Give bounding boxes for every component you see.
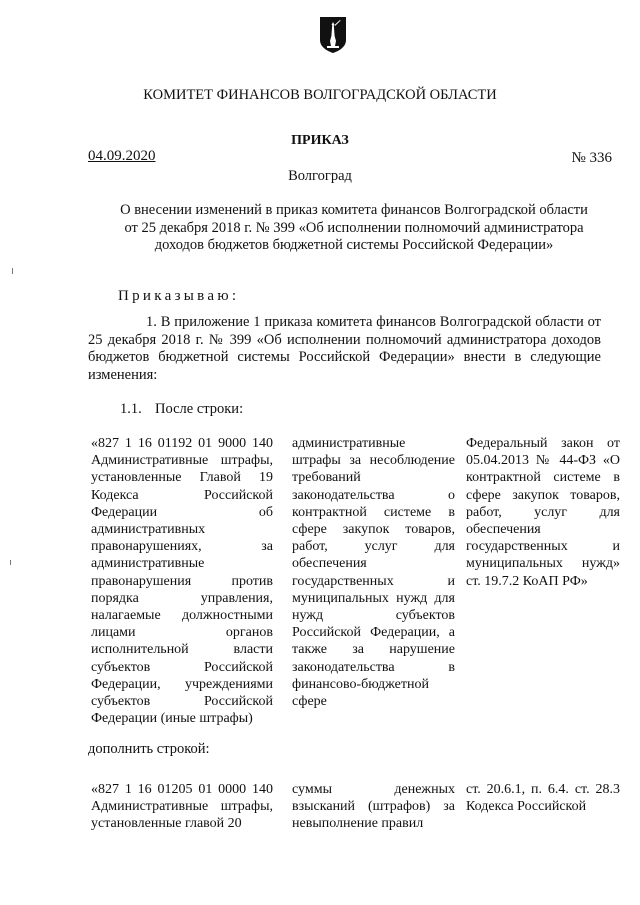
paragraph-1-1 — [120, 401, 243, 418]
table1-description-column: административные штрафы за несоблюдение требований законодательства о контрактной системе в сфере закупок товаров, работ, услуг для обеспечения государственных и муниципальных нужд для нужд субъектов Российской Федерации, а также за нарушение законодательства в финансово-бюджетной сфере — [292, 436, 455, 710]
paragraph-1-1-number: 1.1. — [120, 401, 142, 417]
paragraph-1-1-text: После строки: — [155, 401, 244, 417]
paragraph-1: 1. В приложение 1 приказа комитета финансов Волгоградской области от 25 декабря 2018 г. № 399 «Об исполнении полномочий администратора доходов бюджетов бюджетной системы Российской Федерации» внести в следующие изменения: — [88, 314, 601, 383]
table1-basis-column: Федеральный закон от 05.04.2013 № 44-ФЗ «О контрактной системе в сфере закупок товаров, работ, услуг для обеспечения государственных и муниципальных нужд» ст. 19.7.2 КоАП РФ» — [466, 436, 620, 589]
scan-mark — [10, 560, 11, 565]
table2-basis-column: ст. 20.6.1, п. 6.4. ст. 28.3 Кодекса Российской — [466, 782, 620, 815]
scan-mark — [12, 268, 13, 274]
order-subject: О внесении изменений в приказ комитета финансов Волгоградской области от 25 декабря 2018 г. № 399 «Об исполнении полномочий администратора доходов бюджетов бюджетной системы Российской Федерации» — [120, 202, 588, 253]
city-name: Волгоград — [288, 168, 352, 184]
order-date: 04.09.2020 — [88, 148, 156, 164]
committee-name: КОМИТЕТ ФИНАНСОВ ВОЛГОГРАДСКОЙ ОБЛАСТИ — [143, 87, 497, 103]
coat-of-arms-icon — [318, 16, 348, 54]
orders-word: Приказываю: — [118, 288, 240, 304]
order-number: № 336 — [571, 150, 612, 166]
table2-code-column: «827 1 16 01205 01 0000 140 Административные штрафы, установленные главой 20 — [91, 782, 273, 832]
table1-code-column: «827 1 16 01192 01 9000 140 Административные штрафы, установленные Главой 19 Кодекса Российской Федерации об административных правонарушениях, за административные правонарушения против порядка управления, налагаемые должностными лицами органов исполнительной власти субъектов Российской Федерации, учреждениями субъектов Российской Федерации (иные штрафы) — [91, 436, 273, 727]
order-title: ПРИКАЗ — [291, 133, 349, 148]
add-line-text: дополнить строкой: — [88, 741, 210, 757]
table2-description-column: суммы денежных взысканий (штрафов) за невыполнение правил — [292, 782, 455, 832]
